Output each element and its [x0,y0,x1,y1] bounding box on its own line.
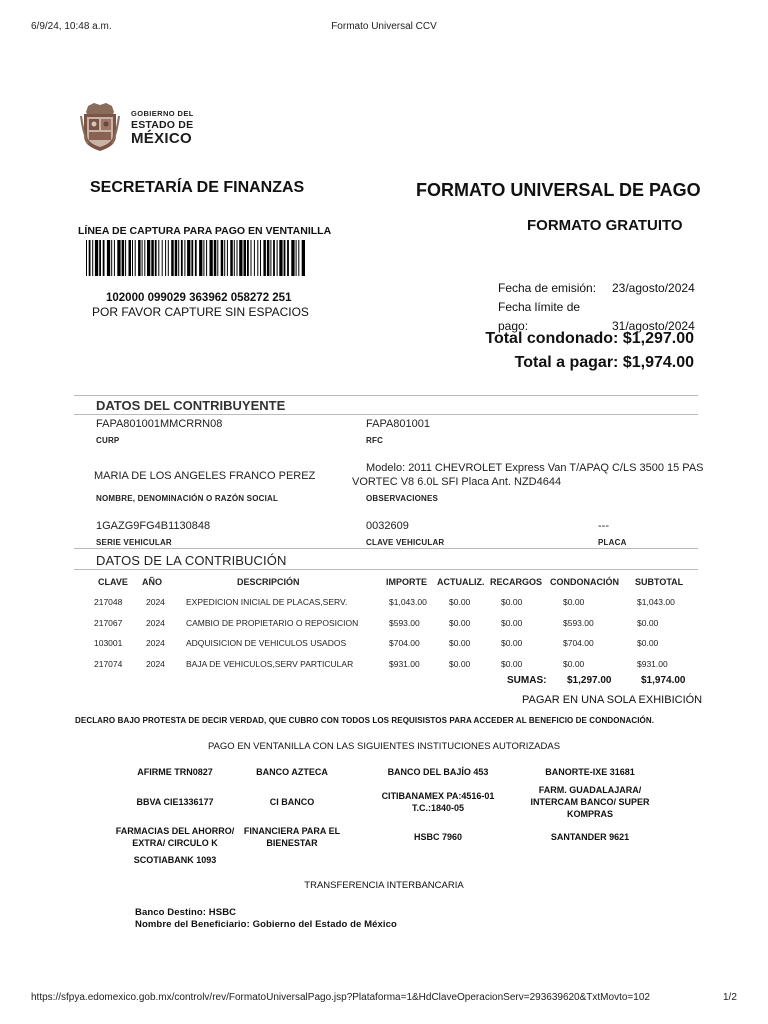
print-page-number: 1/2 [723,992,737,1003]
table-header-row [88,572,689,592]
section-divider [74,548,698,549]
barcode-bar [162,240,163,276]
barcode-bar [291,240,294,276]
bank-item [105,854,245,866]
bank-item [368,766,508,778]
cell-descripcion: EXPEDICION INICIAL DE PLACAS,SERV. [186,597,348,608]
authorized-banks-title: PAGO EN VENTANILLA CON LAS SIGUIENTES INSTITUCIONES AUTORIZADAS [207,741,561,752]
col-header-actualiz: ACTUALIZ. [437,577,485,587]
barcode-bar [155,240,157,276]
barcode-bar [111,240,112,276]
cell-recargos: $0.00 [501,617,523,628]
section-divider [74,414,698,415]
bank-item-line: AFIRME TRN0827 [137,767,213,777]
cell-condonacion: $704.00 [563,638,594,649]
section-divider [74,395,698,396]
barcode-bar [107,240,110,276]
contribution-table [88,572,689,674]
barcode-bar [267,240,270,276]
bank-item-line: BANCO AZTECA [256,767,328,777]
curp-label: CURP [96,436,120,445]
bank-item [222,766,362,778]
bank-item-line: HSBC 7960 [413,832,463,842]
cell-importe: $593.00 [389,617,420,628]
total-a-pagar: Total a pagar: $1,974.00 [514,354,694,371]
barcode-bar [284,240,286,276]
bank-item-line: CITIBANAMEX PA:4516-01 [381,791,495,801]
curp-value: FAPA801001MMCRRN08 [96,418,223,430]
barcode-bar [178,240,179,276]
barcode-bar [138,240,141,276]
bank-item [520,831,660,843]
barcode-bar [86,240,87,276]
barcode-bar [296,240,297,276]
barcode-bar [230,240,233,276]
col-header-anio: AÑO [142,577,162,587]
barcode-bar [273,240,275,276]
plate-label: PLACA [598,538,627,547]
cell-anio: 2024 [146,597,165,608]
barcode-bar [147,240,150,276]
cell-actualiz: $0.00 [449,597,471,608]
barcode-bar [92,240,93,276]
bank-item-line: FINANCIERA PARA EL [243,826,341,836]
col-header-subtotal: SUBTOTAL [635,577,684,587]
print-datetime: 6/9/24, 10:48 a.m. [31,21,112,32]
observations-label: OBSERVACIONES [366,494,439,503]
barcode-bar [203,240,204,276]
cell-descripcion: ADQUISICION DE VEHICULOS USADOS [186,638,347,649]
barcode-bar [117,240,120,276]
bank-item-line: T.C.:1840-05 [411,803,465,813]
cell-clave: 103001 [94,638,123,649]
rfc-value: FAPA801001 [366,418,431,430]
barcode-bar [165,240,166,276]
dates-block [498,279,695,336]
barcode-image [86,240,308,276]
cell-actualiz: $0.00 [449,638,471,649]
cell-subtotal: $931.00 [637,658,668,669]
transfer-details [135,907,397,931]
bank-item-line: BBVA CIE1336177 [136,797,214,807]
bank-item-line: INTERCAM BANCO/ SUPER [530,797,650,807]
barcode-bar [135,240,136,276]
barcode-bar [171,240,174,276]
cell-anio: 2024 [146,617,165,628]
barcode-bar [191,240,193,276]
barcode-bar [263,240,266,276]
table-row [88,613,689,634]
barcode-bar [158,240,159,276]
cell-importe: $704.00 [389,638,420,649]
barcode-bar [217,240,218,276]
cell-recargos: $0.00 [501,638,523,649]
cell-anio: 2024 [146,658,165,669]
observations-value-line-2: VORTEC V8 6.0L SFI Placa Ant. NZD4644 [352,476,562,488]
logo-line-3: MÉXICO [131,130,192,147]
page-title: FORMATO UNIVERSAL DE PAGO [416,180,701,200]
barcode-bar [298,240,299,276]
name-value: MARIA DE LOS ANGELES FRANCO PEREZ [94,470,316,482]
cell-actualiz: $0.00 [449,658,471,669]
bank-item [222,825,362,849]
barcode-bar [251,240,252,276]
page-subtitle: FORMATO GRATUITO [527,217,683,234]
taxpayer-section-title: DATOS DEL CONTRIBUYENTE [96,398,286,413]
bank-item-line: BANCO DEL BAJÍO 453 [387,767,489,777]
due-date-value: 31/agosto/2024 [612,319,695,333]
barcode-bar [221,240,224,276]
cell-descripcion: BAJA DE VEHICULOS,SERV PARTICULAR [186,658,354,669]
barcode-bar [168,240,169,276]
barcode-bar [279,240,282,276]
col-header-importe: IMPORTE [386,577,428,587]
col-header-condonacion: CONDONACIÓN [550,577,619,587]
cell-importe: $1,043.00 [389,597,427,608]
issue-date-value: 23/agosto/2024 [612,281,695,295]
single-payment-note: PAGAR EN UNA SOLA EXHIBICIÓN [522,694,703,706]
barcode-bar [142,240,143,276]
barcode-bar [89,240,91,276]
barcode-bar [277,240,278,276]
col-header-recargos: RECARGOS [490,577,543,587]
cell-importe: $931.00 [389,658,420,669]
bank-item-line: BANORTE-IXE 31681 [545,767,635,777]
barcode-bar [151,240,154,276]
barcode-bar [302,240,305,276]
cell-recargos: $0.00 [501,658,523,669]
transfer-title: TRANSFERENCIA INTERBANCARIA [304,880,464,891]
cell-descripcion: CAMBIO DE PROPIETARIO O REPOSICION [186,617,359,628]
bank-item-line: FARMACIAS DEL AHORRO/ [115,826,235,836]
bank-item [368,831,508,843]
cell-subtotal: $0.00 [637,617,659,628]
contribution-section-title: DATOS DE LA CONTRIBUCIÓN [96,553,287,568]
barcode-bar [247,240,249,276]
cell-subtotal: $0.00 [637,638,659,649]
issue-date-label: Fecha de emisión: [498,281,597,295]
barcode-bar [122,240,125,276]
barcode-bar [257,240,258,276]
cell-clave: 217048 [94,597,123,608]
cell-subtotal: $1,043.00 [637,597,675,608]
print-url[interactable]: https://sfpya.edomexico.gob.mx/controlv/rev/FormatoUniversalPago.jsp?Plataforma=1&HdClaveOperacionServ=293639620&TxtMovto=102 [31,992,650,1003]
barcode-bar [254,240,255,276]
vehicle-key-value: 0032609 [366,520,409,532]
table-row [88,592,689,613]
total-condonado: Total condonado: $1,297.00 [485,330,694,347]
barcode-bar [287,240,289,276]
vin-label: SERIE VEHICULAR [96,538,172,547]
bank-item [520,766,660,778]
cell-clave: 217067 [94,617,123,628]
estado-de-mexico-emblem-icon [80,102,120,152]
barcode-bar [270,240,271,276]
barcode-bar [239,240,242,276]
cell-actualiz: $0.00 [449,617,471,628]
rfc-label: RFC [366,436,384,445]
logo-line-2: ESTADO DE [131,118,194,131]
capture-line-note: POR FAVOR CAPTURE SIN ESPACIOS [92,305,309,319]
table-row [88,654,689,675]
barcode-bar [195,240,197,276]
destination-bank: Banco Destino: HSBC [135,907,237,918]
bank-item-line: KOMPRAS [566,809,613,819]
logo-wordmark [131,110,194,146]
cell-condonacion: $593.00 [563,617,594,628]
cell-anio: 2024 [146,638,165,649]
due-date-label: Fecha límite de pago: [498,300,581,333]
barcode-bar [184,240,185,276]
barcode-bar [224,240,225,276]
barcode-bar [187,240,190,276]
barcode-bar [260,240,261,276]
barcode-bar [144,240,145,276]
declaration-text: DECLARO BAJO PROTESTA DE DECIR VERDAD, QUE CUBRO CON TODOS LOS REQUISISTOS PARA ACCEDER AL BENEFICIO DE CONDONACIÓN. [75,716,655,725]
col-header-clave: CLAVE [98,577,128,587]
bank-item-line: CI BANCO [269,797,315,807]
bank-item-line: BIENESTAR [266,838,318,848]
barcode-bar [214,240,217,276]
barcode-bar [199,240,202,276]
logo-line-1: GOBIERNO DEL [131,109,194,118]
sums-label: SUMAS: [507,675,547,686]
barcode-bar [103,240,105,276]
barcode-bar [237,240,238,276]
barcode-bar [125,240,126,276]
barcode-bar [132,240,133,276]
section-divider [74,569,698,570]
barcode-bar [206,240,207,276]
beneficiary-name: Nombre del Beneficiario: Gobierno del Estado de México [135,919,397,930]
cell-clave: 217074 [94,658,123,669]
table-row [88,633,689,654]
sums-subtotal: $1,974.00 [641,675,686,686]
bank-item-line: FARM. GUADALAJARA/ [538,785,642,795]
observations-value-line-1: Modelo: 2011 CHEVROLET Express Van T/APAQ C/LS 3500 15 PAS [366,462,704,474]
bank-item-line: SCOTIABANK 1093 [133,855,217,865]
barcode-bar [227,240,228,276]
barcode-bar [210,240,213,276]
cell-recargos: $0.00 [501,597,523,608]
bank-item-line: SANTANDER 9621 [550,832,630,842]
print-doc-title: Formato Universal CCV [331,21,437,32]
vehicle-key-label: CLAVE VEHICULAR [366,538,445,547]
bank-item-line: EXTRA/ CIRCULO K [132,838,218,848]
bank-item [368,790,508,814]
barcode-bar [95,240,98,276]
barcode-bar [114,240,115,276]
cell-condonacion: $0.00 [563,658,585,669]
barcode-bar [129,240,132,276]
barcode-bar [175,240,178,276]
capture-line-title: LÍNEA DE CAPTURA PARA PAGO EN VENTANILLA [78,225,332,237]
name-label: NOMBRE, DENOMINACIÓN O RAZÓN SOCIAL [96,494,279,503]
bank-item [520,784,660,820]
barcode-bar [181,240,183,276]
sums-condonacion: $1,297.00 [567,675,612,686]
plate-value: --- [598,520,609,532]
cell-condonacion: $0.00 [563,597,585,608]
bank-item [222,796,362,808]
secretaria-title: SECRETARÍA DE FINANZAS [90,179,305,196]
col-header-descripcion: DESCRIPCIÓN [237,577,300,587]
vin-value: 1GAZG9FG4B1130848 [96,520,211,532]
capture-line-number: 102000 099029 363962 058272 251 [106,292,292,304]
barcode-bar [99,240,101,276]
barcode-bar [234,240,235,276]
barcode-bar [244,240,247,276]
